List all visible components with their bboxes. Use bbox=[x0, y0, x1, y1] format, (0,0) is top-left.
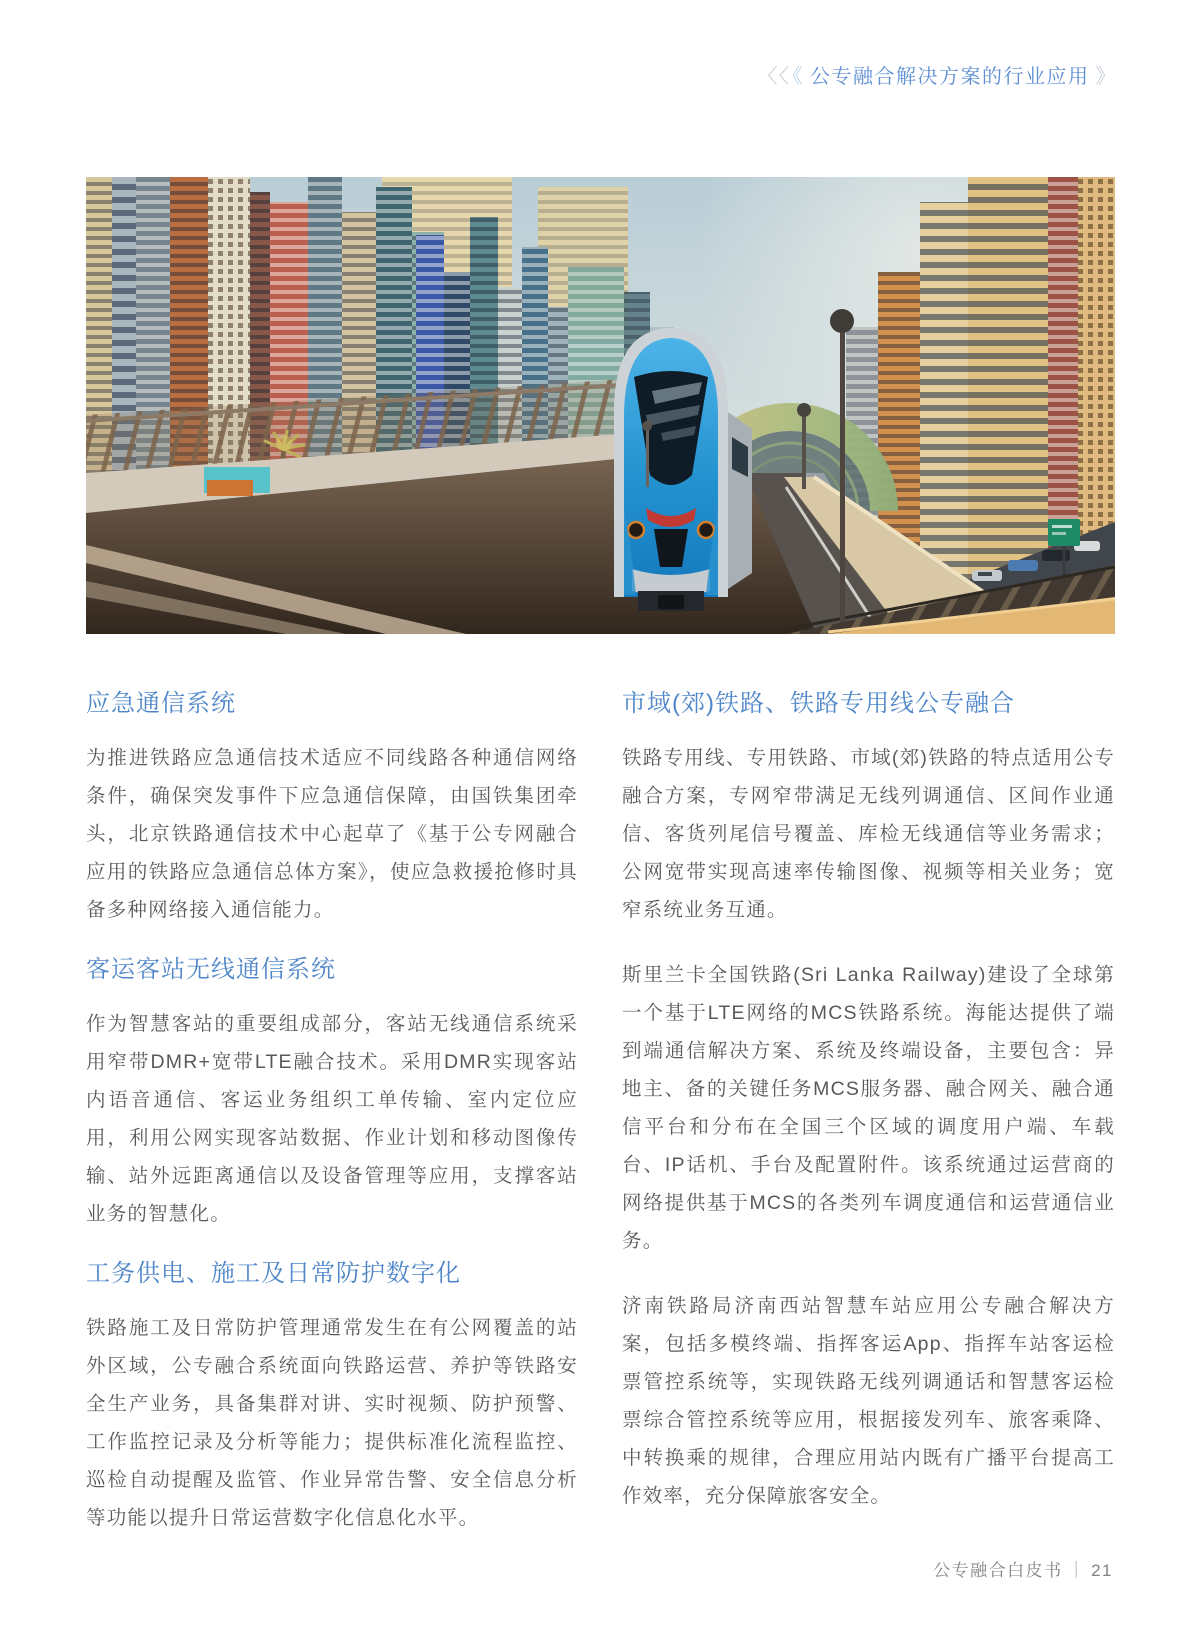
section-emergency-comms bbox=[86, 690, 578, 929]
header-open-marks: 〈〈 bbox=[757, 66, 791, 88]
section-body: 铁路专用线、专用铁路、市域(郊)铁路的特点适用公专融合方案，专网窄带满足无线列调通信、区间作业通信、客货列尾信号覆盖、库检无线通信等业务需求；公网宽带实现高速率传输图像、视频等相关业务；宽窄系统业务互通。 bbox=[622, 747, 1115, 921]
section-body: 斯里兰卡全国铁路(Sri Lanka Railway)建设了全球第一个基于LTE网络的MCS铁路系统。海能达提供了端到端通信解决方案、系统及终端设备，主要包含：异地主、备的关键任务MCS服务器、融合网关、融合通信平台和分布在全国三个区域的调度用户端、车载台、IP话机、手台及配置附件。该系统通过运营商的网络提供基于MCS的各类列车调度通信和运营通信业务。 bbox=[622, 964, 1115, 1252]
section-station-wireless bbox=[86, 956, 578, 1233]
section-heading: 客运客站无线通信系统 bbox=[86, 956, 336, 983]
right-column bbox=[622, 690, 1115, 1542]
section-heading: 工务供电、施工及日常防护数字化 bbox=[86, 1260, 461, 1287]
section-maintenance-digital bbox=[86, 1260, 578, 1537]
section-jinan-case bbox=[622, 1287, 1115, 1515]
section-srilanka-case bbox=[622, 956, 1115, 1260]
headlight-right bbox=[698, 522, 714, 538]
header-open-guillemet: 《 bbox=[792, 66, 804, 88]
header-close-guillemet: 》 bbox=[1095, 66, 1117, 88]
section-body: 铁路施工及日常防护管理通常发生在有公网覆盖的站外区域，公专融合系统面向铁路运营、养护等铁路安全生产业务，具备集群对讲、实时视频、防护预警、工作监控记录及分析等能力；提供标准化流程监控、巡检自动提醒及监管、作业异常告警、安全信息分析等功能以提升日常运营数字化信息化水平。 bbox=[86, 1317, 578, 1529]
section-body: 济南铁路局济南西站智慧车站应用公专融合解决方案，包括多模终端、指挥客运App、指挥车站客运检票管控系统等，实现铁路无线列调通话和智慧客运检票综合管控系统等应用，根据接发列车、旅客乘降、中转换乘的规律，合理应用站内既有广播平台提高工作效率，充分保障旅客安全。 bbox=[622, 1295, 1115, 1507]
running-header-title: 公专融合解决方案的行业应用 bbox=[810, 66, 1090, 88]
left-column bbox=[86, 690, 578, 1564]
orange-container bbox=[207, 480, 253, 496]
footer-separator: ｜ bbox=[1067, 1561, 1087, 1580]
page-footer bbox=[933, 1556, 1113, 1581]
page-number: 21 bbox=[1091, 1561, 1113, 1580]
section-heading: 应急通信系统 bbox=[86, 690, 236, 717]
section-body: 为推进铁路应急通信技术适应不同线路各种通信网络条件，确保突发事件下应急通信保障，由国铁集团牵头，北京铁路通信技术中心起草了《基于公专网融合应用的铁路应急通信总体方案》，使应急救援抢修时具备多种网络接入通信能力。 bbox=[86, 747, 578, 921]
hero-photo-dubai-metro bbox=[86, 177, 1115, 634]
section-heading: 市域(郊)铁路、铁路专用线公专融合 bbox=[622, 690, 1015, 717]
section-body: 作为智慧客站的重要组成部分，客站无线通信系统采用窄带DMR+宽带LTE融合技术。采用DMR实现客站内语音通信、客运业务组织工单传输、室内定位应用，利用公网实现客站数据、作业计划和移动图像传输、站外远距离通信以及设备管理等应用，支撑客站业务的智慧化。 bbox=[86, 1013, 578, 1225]
headlight-left bbox=[628, 522, 644, 538]
section-suburban-railway bbox=[622, 690, 1115, 929]
footer-title: 公专融合白皮书 bbox=[933, 1561, 1063, 1580]
metro-scene-illustration bbox=[86, 177, 1115, 634]
running-header bbox=[758, 60, 1118, 89]
